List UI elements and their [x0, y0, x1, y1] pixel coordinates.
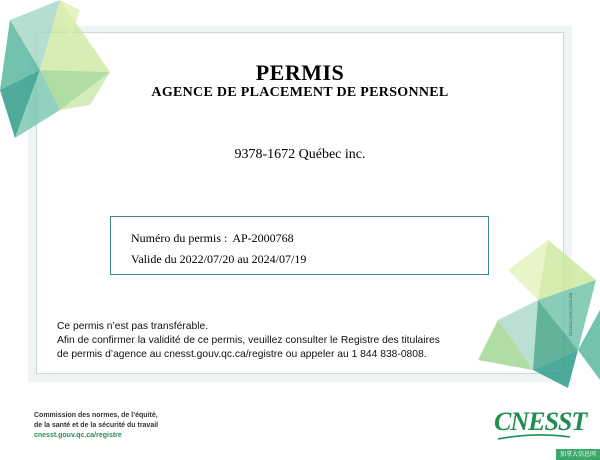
- footer-organization: [34, 411, 158, 441]
- document-title: PERMIS: [255, 60, 345, 85]
- notice-line: Ce permis n’est pas transférable.: [57, 321, 209, 332]
- notice-line: Afin de confirmer la validité de ce permis, veuillez consulter le Registre des titulaires: [57, 335, 440, 346]
- org-name-line1: Commission des normes, de l’équité,: [34, 412, 158, 419]
- notice-line: de permis d’agence au cnesst.gouv.qc.ca/registre ou appeler au 1 844 838-0808.: [57, 349, 427, 360]
- cnesst-logo: CNESST: [494, 407, 587, 436]
- permit-number-line: [131, 231, 294, 246]
- form-code: DC1000-1296 (2022-03): [568, 292, 573, 336]
- watermark-badge: 加拿大信息网: [556, 449, 600, 460]
- logo-swoosh-icon: [498, 434, 570, 440]
- notice-text: [57, 320, 527, 362]
- decorative-triangles-bottom-right: [478, 240, 600, 390]
- permit-number-value: AP-2000768: [232, 231, 294, 245]
- permit-validity: Valide du 2022/07/20 au 2024/07/19: [131, 252, 307, 266]
- document-subtitle: AGENCE DE PLACEMENT DE PERSONNEL: [151, 85, 449, 100]
- registry-link[interactable]: cnesst.gouv.qc.ca/registre: [34, 432, 122, 439]
- permit-info-box: [110, 216, 489, 275]
- org-name-line2: de la santé et de la sécurité du travail: [34, 422, 159, 429]
- company-name: 9378-1672 Québec inc.: [234, 147, 366, 162]
- permit-number-label: Numéro du permis :: [131, 231, 228, 245]
